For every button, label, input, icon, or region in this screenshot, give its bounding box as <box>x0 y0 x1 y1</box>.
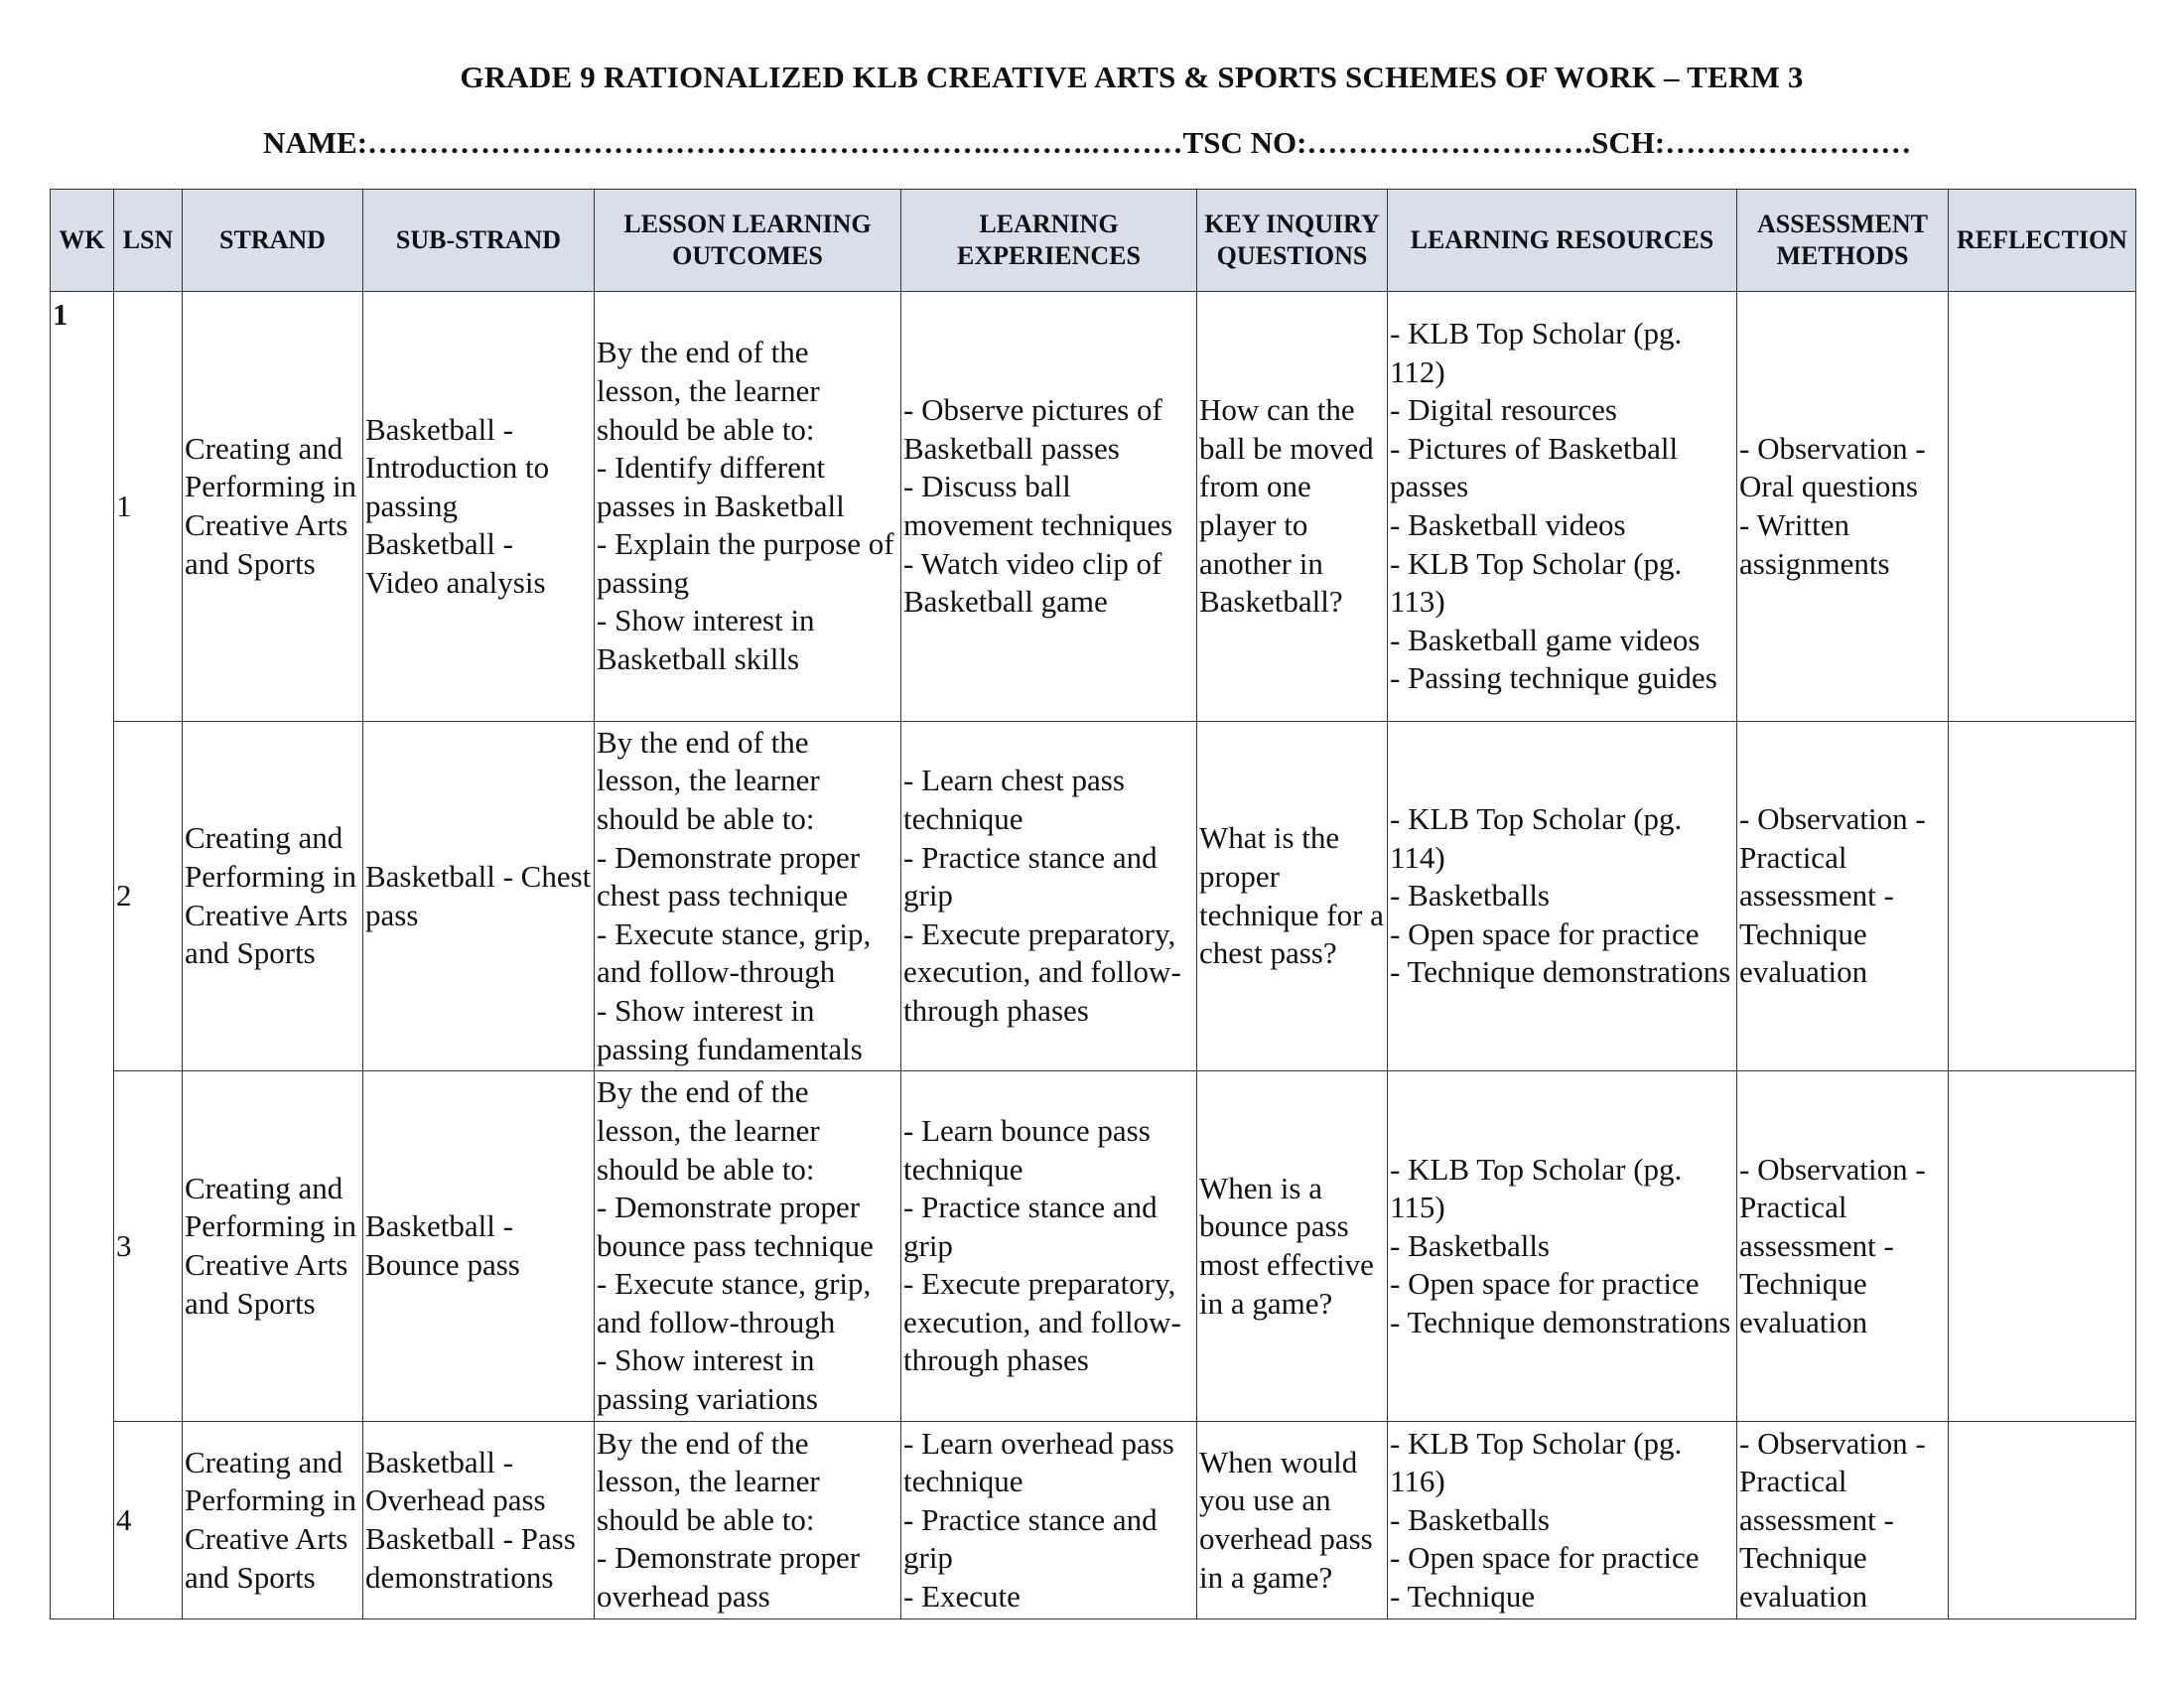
assessment-text: - Observation - Practical assessment - Technique evaluation <box>1739 801 1926 990</box>
outcomes-cell <box>595 292 901 722</box>
resources-text: - KLB Top Scholar (pg. 114) - Basketballs - Open space for practice - Technique demonstrations <box>1390 801 1731 990</box>
questions-text: When is a bounce pass most effective in a game? <box>1199 1170 1374 1321</box>
lesson-number: 2 <box>114 722 183 1071</box>
header-reflection: REFLECTION <box>1949 190 2136 292</box>
resources-cell <box>1388 292 1737 722</box>
experiences-cell <box>901 292 1197 722</box>
scheme-table-container <box>50 189 2135 1619</box>
assessment-cell <box>1737 292 1949 722</box>
header-assessment: ASSESSMENT METHODS <box>1737 190 1949 292</box>
assessment-text: - Observation - Practical assessment - Technique evaluation <box>1739 1425 1926 1614</box>
outcomes-text: By the end of the lesson, the learner should be able to: - Identify different passes in Basketball - Explain the purpose of passing - Show interest in Basketball skills <box>597 335 894 677</box>
header-row <box>51 190 2136 292</box>
table-header <box>51 190 2136 292</box>
table-body <box>51 292 2136 1619</box>
substrand-cell <box>363 1071 595 1422</box>
strand-text: Creating and Performing in Creative Arts and Sports <box>185 430 357 581</box>
experiences-text: - Learn chest pass technique - Practice stance and grip - Execute preparatory, execution, and follow-through phases <box>903 763 1181 1028</box>
table-row <box>51 1071 2136 1422</box>
header-lsn: LSN <box>114 190 183 292</box>
substrand-cell <box>363 1422 595 1619</box>
strand-text: Creating and Performing in Creative Arts and Sports <box>185 1170 357 1321</box>
resources-text: - KLB Top Scholar (pg. 115) - Basketballs - Open space for practice - Technique demonstrations <box>1390 1151 1731 1339</box>
assessment-text: - Observation - Practical assessment - Technique evaluation <box>1739 1151 1926 1339</box>
outcomes-text: By the end of the lesson, the learner should be able to: - Demonstrate proper bounce pass technique - Execute stance, grip, and follow-through - Show interest in passing variations <box>597 1074 874 1417</box>
strand-cell <box>183 1422 363 1619</box>
resources-cell <box>1388 1071 1737 1422</box>
strand-text: Creating and Performing in Creative Arts and Sports <box>185 820 357 971</box>
teacher-details-line: NAME:…………………………………………………….……….………TSC NO:……………………….SCH:…………………… <box>263 125 1912 160</box>
reflection-cell <box>1949 1422 2136 1619</box>
questions-text: How can the ball be moved from one player to another in Basketball? <box>1199 392 1374 620</box>
questions-cell <box>1197 292 1388 722</box>
outcomes-cell <box>595 722 901 1071</box>
assessment-text: - Observation - Oral questions - Written assignments <box>1739 430 1926 581</box>
substrand-text: Basketball - Bounce pass <box>365 1208 520 1282</box>
substrand-text: Basketball - Introduction to passing Basketball - Video analysis <box>365 411 550 600</box>
reflection-cell <box>1949 1071 2136 1422</box>
experiences-text: - Learn bounce pass technique - Practice stance and grip - Execute preparatory, execution, and follow-through phases <box>903 1112 1181 1378</box>
resources-cell <box>1388 722 1737 1071</box>
table-row <box>51 722 2136 1071</box>
lesson-number: 3 <box>114 1071 183 1422</box>
experiences-text: - Learn overhead pass technique - Practice stance and grip - Execute <box>903 1425 1174 1614</box>
table-row <box>51 292 2136 722</box>
questions-cell <box>1197 722 1388 1071</box>
substrand-text: Basketball - Chest pass <box>365 858 592 932</box>
strand-cell <box>183 722 363 1071</box>
header-experiences: LEARNING EXPERIENCES <box>901 190 1197 292</box>
outcomes-text: By the end of the lesson, the learner should be able to: - Demonstrate proper chest pass technique - Execute stance, grip, and follow-through - Show interest in passing fundamentals <box>597 724 872 1066</box>
header-outcomes: LESSON LEARNING OUTCOMES <box>595 190 901 292</box>
questions-text: When would you use an overhead pass in a game? <box>1199 1444 1373 1595</box>
strand-text: Creating and Performing in Creative Arts and Sports <box>185 1444 357 1595</box>
resources-text: - KLB Top Scholar (pg. 112) - Digital resources - Pictures of Basketball passes - Basketball videos - KLB Top Scholar (pg. 113) - Basketball game videos - Passing technique guides <box>1390 316 1717 696</box>
lesson-number: 1 <box>114 292 183 722</box>
substrand-cell <box>363 292 595 722</box>
outcomes-cell <box>595 1422 901 1619</box>
experiences-cell <box>901 1071 1197 1422</box>
strand-cell <box>183 1071 363 1422</box>
questions-cell <box>1197 1071 1388 1422</box>
week-number: 1 <box>51 292 114 1619</box>
header-questions: KEY INQUIRY QUESTIONS <box>1197 190 1388 292</box>
outcomes-text: By the end of the lesson, the learner should be able to: - Demonstrate proper overhead pass <box>597 1425 861 1614</box>
header-substrand: SUB-STRAND <box>363 190 595 292</box>
header-wk: WK <box>51 190 114 292</box>
experiences-text: - Observe pictures of Basketball passes - Discuss ball movement techniques - Watch video clip of Basketball game <box>903 392 1173 620</box>
assessment-cell <box>1737 1071 1949 1422</box>
substrand-cell <box>363 722 595 1071</box>
strand-cell <box>183 292 363 722</box>
header-resources: LEARNING RESOURCES <box>1388 190 1737 292</box>
experiences-cell <box>901 722 1197 1071</box>
resources-text: - KLB Top Scholar (pg. 116) - Basketballs - Open space for practice - Technique <box>1390 1425 1700 1614</box>
resources-cell <box>1388 1422 1737 1619</box>
table-row <box>51 1422 2136 1619</box>
document-title: GRADE 9 RATIONALIZED KLB CREATIVE ARTS & SPORTS SCHEMES OF WORK – TERM 3 <box>460 60 1804 94</box>
assessment-cell <box>1737 722 1949 1071</box>
reflection-cell <box>1949 292 2136 722</box>
assessment-cell <box>1737 1422 1949 1619</box>
experiences-cell <box>901 1422 1197 1619</box>
substrand-text: Basketball - Overhead pass Basketball - Pass demonstrations <box>365 1444 576 1595</box>
lesson-number: 4 <box>114 1422 183 1619</box>
questions-cell <box>1197 1422 1388 1619</box>
questions-text: What is the proper technique for a chest pass? <box>1199 820 1384 971</box>
reflection-cell <box>1949 722 2136 1071</box>
outcomes-cell <box>595 1071 901 1422</box>
header-strand: STRAND <box>183 190 363 292</box>
scheme-of-work-table <box>50 189 2136 1619</box>
